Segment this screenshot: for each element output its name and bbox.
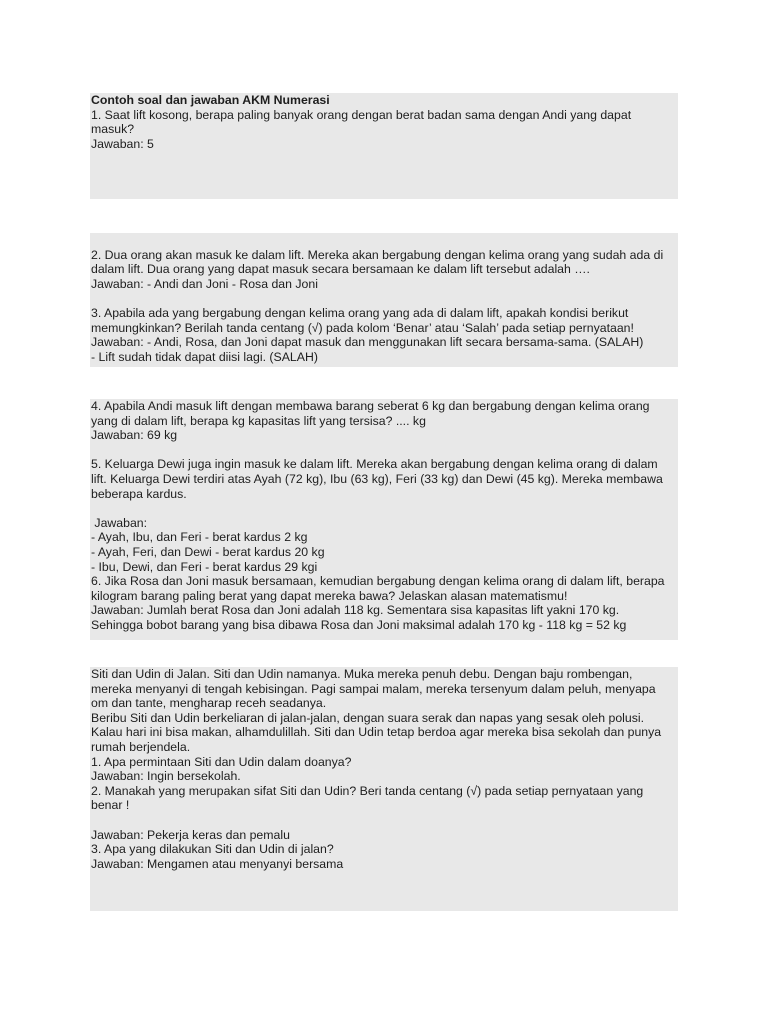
answer-label: Jawaban: bbox=[91, 515, 148, 530]
spacer bbox=[91, 813, 677, 828]
story-line: rumah berjendela. bbox=[91, 739, 191, 754]
question-line: lift. Keluarga Dewi terdiri atas Ayah (72 kg), Ibu (63 kg), Feri (33 kg) dan Dewi (45 kg). Mereka membawa bbox=[91, 471, 663, 486]
answer-line: - Ayah, Ibu, dan Feri - berat kardus 2 kg bbox=[91, 530, 308, 545]
spacer bbox=[91, 233, 677, 248]
question-block-1 bbox=[90, 93, 678, 199]
answer-line: Jawaban: - Andi dan Joni - Rosa dan Joni bbox=[91, 276, 318, 291]
question-line: benar ! bbox=[91, 798, 130, 813]
question-line: 6. Jika Rosa dan Joni masuk bersamaan, kemudian bergabung dengan kelima orang di dalam lift, berapa bbox=[91, 574, 665, 589]
answer-line: Jawaban: Mengamen atau menyanyi bersama bbox=[91, 856, 344, 871]
question-line: beberapa kardus. bbox=[91, 486, 187, 501]
story-line: mereka menyanyi di tengah kebisingan. Pagi sampai malam, mereka tersenyum dalam peluh, menyapa bbox=[91, 681, 656, 696]
question-line: 1. Apa permintaan Siti dan Udin dalam doanya? bbox=[91, 754, 352, 769]
answer-line: Jawaban: - Andi, Rosa, dan Joni dapat masuk dan menggunakan lift secara bersama-sama. (SALAH) bbox=[91, 335, 644, 350]
question-block-3 bbox=[90, 399, 678, 640]
question-line: dalam lift. Dua orang yang dapat masuk secara bersamaan ke dalam lift tersebut adalah …. bbox=[91, 262, 590, 277]
question-line: 2. Manakah yang merupakan sifat Siti dan Udin? Beri tanda centang (√) pada setiap pernyataan yang bbox=[91, 783, 644, 798]
question-line: 3. Apabila ada yang bergabung dengan kelima orang yang ada di dalam lift, apakah kondisi berikut bbox=[91, 305, 629, 320]
answer-line: Jawaban: Pekerja keras dan pemalu bbox=[91, 827, 290, 842]
answer-line: Jawaban: Ingin bersekolah. bbox=[91, 769, 241, 784]
question-line: 3. Apa yang dilakukan Siti dan Udin di jalan? bbox=[91, 842, 334, 857]
question-line: 2. Dua orang akan masuk ke dalam lift. Mereka akan bergabung dengan kelima orang yang sudah ada di bbox=[91, 247, 664, 262]
document-title: Contoh soal dan jawaban AKM Numerasi bbox=[91, 93, 330, 107]
spacer bbox=[91, 443, 677, 458]
question-line: 5. Keluarga Dewi juga ingin masuk ke dalam lift. Mereka akan bergabung dengan kelima orang di dalam bbox=[91, 457, 658, 472]
story-line: Siti dan Udin di Jalan. Siti dan Udin namanya. Muka mereka penuh debu. Dengan baju rombengan, bbox=[91, 667, 633, 681]
answer-line: Jawaban: Jumlah berat Rosa dan Joni adalah 118 kg. Sementara sisa kapasitas lift yakni 170 kg. bbox=[91, 603, 620, 618]
question-line: kilogram barang paling berat yang dapat mereka bawa? Jelaskan alasan matematismu! bbox=[91, 588, 568, 603]
answer-line: - Lift sudah tidak dapat diisi lagi. (SALAH) bbox=[91, 349, 318, 364]
question-line: masuk? bbox=[91, 122, 135, 137]
question-line: 4. Apabila Andi masuk lift dengan membawa barang seberat 6 kg dan bergabung dengan kelima orang bbox=[91, 399, 650, 413]
answer-line: Jawaban: 69 kg bbox=[91, 428, 178, 443]
spacer bbox=[91, 501, 677, 516]
question-line: memungkinkan? Berilah tanda centang (√) pada kolom ‘Benar’ atau ‘Salah’ pada setiap pernyataan! bbox=[91, 320, 634, 335]
story-line: Kalau hari ini bisa makan, alhamdulillah. Siti dan Udin tetap berdoa agar mereka bisa sekolah dan punya bbox=[91, 725, 662, 740]
answer-line: Jawaban: 5 bbox=[91, 136, 154, 151]
reading-block-4 bbox=[90, 667, 678, 911]
story-line: Beribu Siti dan Udin berkeliaran di jalan-jalan, dengan suara serak dan napas yang sesak oleh polusi. bbox=[91, 710, 645, 725]
question-line: yang di dalam lift, berapa kg kapasitas lift yang tersisa? .... kg bbox=[91, 413, 426, 428]
question-block-2 bbox=[90, 233, 678, 367]
answer-line: - Ibu, Dewi, dan Feri - berat kardus 29 kgi bbox=[91, 559, 318, 574]
answer-line: Sehingga bobot barang yang bisa dibawa Rosa dan Joni maksimal adalah 170 kg - 118 kg = 52 kg bbox=[91, 617, 627, 632]
story-line: om dan tante, mengharap receh seadanya. bbox=[91, 696, 327, 711]
spacer bbox=[91, 291, 677, 306]
answer-line: - Ayah, Feri, dan Dewi - berat kardus 20 kg bbox=[91, 544, 325, 559]
question-line: 1. Saat lift kosong, berapa paling banyak orang dengan berat badan sama dengan Andi yang dapat bbox=[91, 107, 632, 122]
